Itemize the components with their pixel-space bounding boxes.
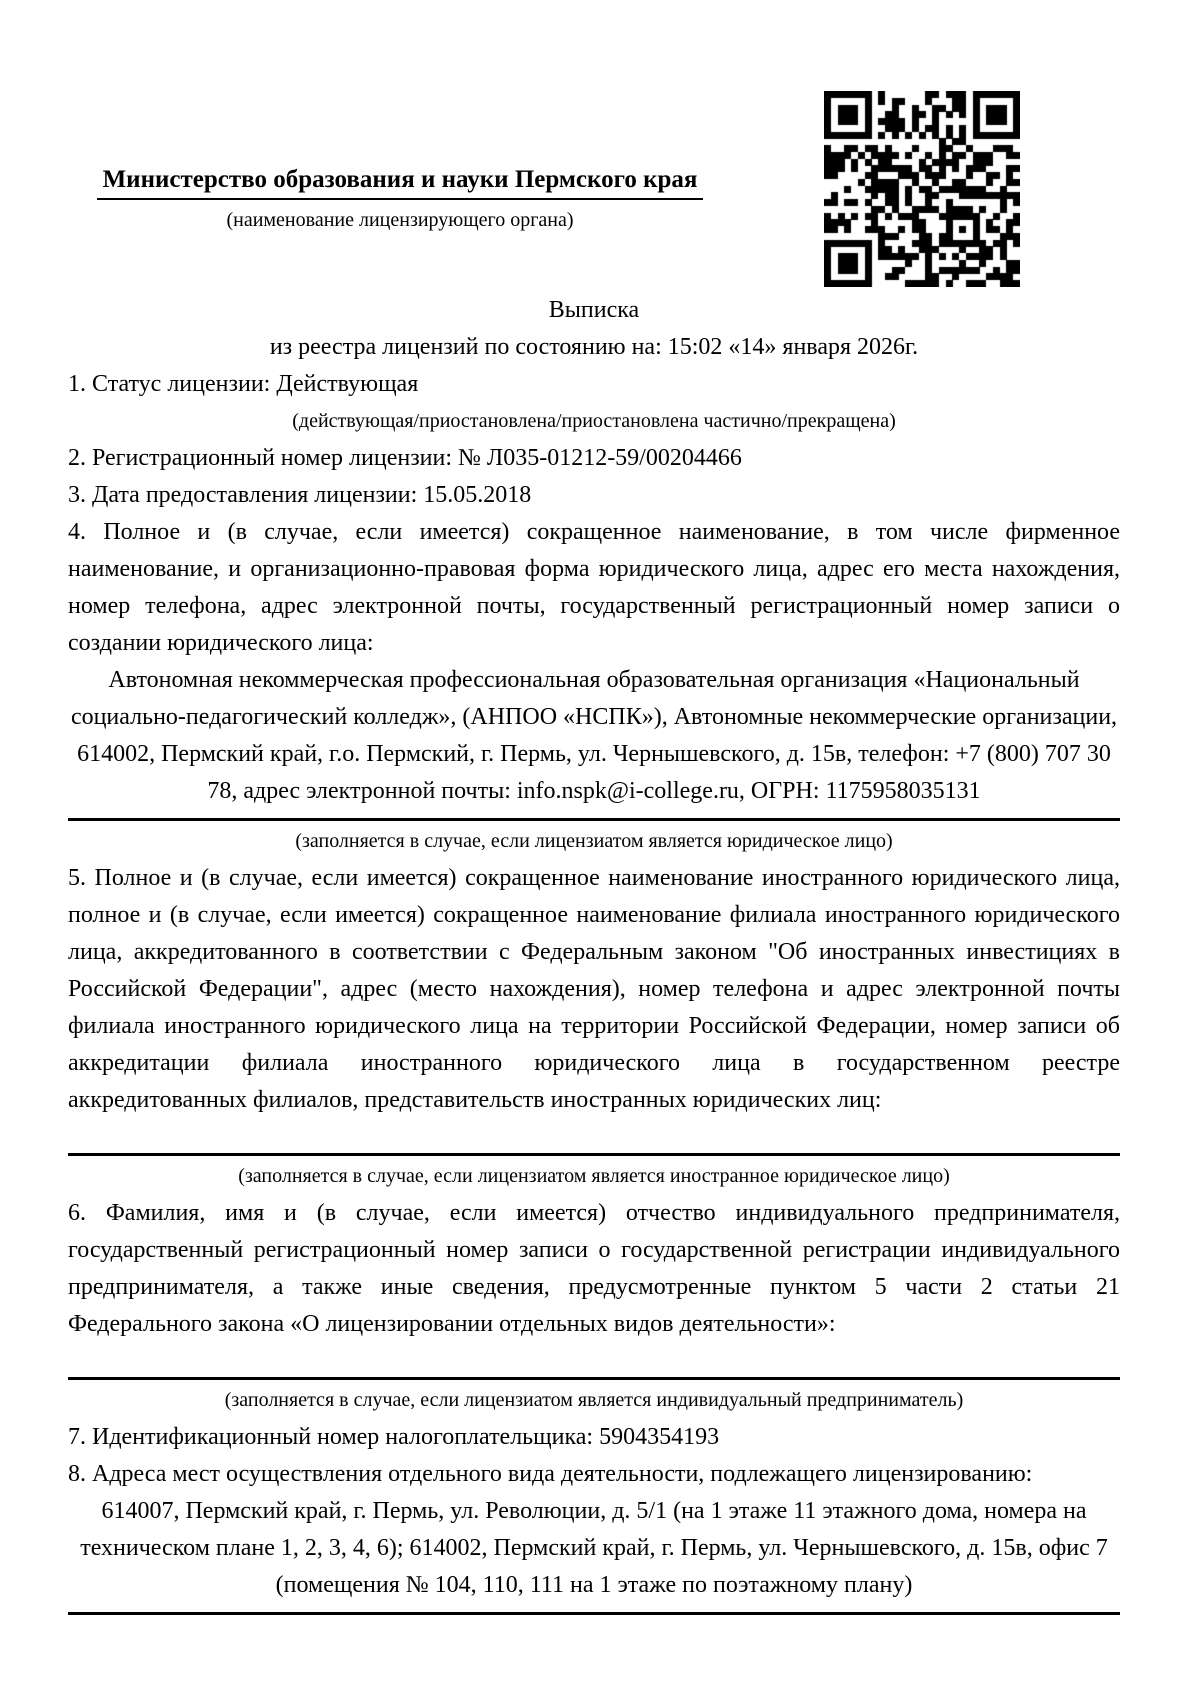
- licensing-authority-header: [70, 166, 730, 232]
- entrepreneur-heading: 6. Фамилия, имя и (в случае, если имеется) отчество индивидуального предпринимателя, государственный регистрационный номер записи о государственной регистрации индивидуального предпринимателя, а также иные сведения, предусмотренные пунктом 5 части 2 статьи 21 Федерального закона «О лицензировании отдельных видов деятельности»:: [68, 1200, 1120, 1337]
- divider-foreign-entity: [68, 1153, 1120, 1156]
- taxpayer-number-line: 7. Идентификационный номер налогоплательщика: 5904354193: [68, 1424, 720, 1450]
- license-status-caption: (действующая/приостановлена/приостановлена частично/прекращена): [292, 410, 896, 432]
- authority-name-caption: (наименование лицензирующего органа): [226, 209, 574, 231]
- authority-name: Министерство образования и науки Пермского края: [97, 166, 704, 200]
- divider-addresses: [68, 1612, 1120, 1615]
- legal-entity-heading: 4. Полное и (в случае, если имеется) сокращенное наименование, в том числе фирменное наименование, и организационно-правовая форма юридического лица, адрес его места нахождения, номер телефона, адрес электронной почты, государственный регистрационный номер записи о создании юридического лица:: [68, 519, 1120, 656]
- document-body: [68, 292, 1120, 1617]
- license-status-line: 1. Статус лицензии: Действующая: [68, 371, 419, 397]
- document-subtitle: из реестра лицензий по состоянию на: 15:02 «14» января 2026г.: [269, 334, 919, 360]
- divider-legal-entity: [68, 818, 1120, 821]
- registration-number-line: 2. Регистрационный номер лицензии: № Л035-01212-59/00204466: [68, 445, 742, 471]
- activity-addresses-details: 614007, Пермский край, г. Пермь, ул. Революции, д. 5/1 (на 1 этаже 11 этажного дома, номера на техническом плане 1, 2, 3, 4, 6); 614002, Пермский край, г. Пермь, ул. Чернышевского, д. 15в, офис 7 (помещения № 104, 110, 111 на 1 этаже по поэтажному плану): [80, 1498, 1108, 1598]
- document-title: Выписка: [548, 297, 640, 323]
- foreign-entity-caption: (заполняется в случае, если лицензиатом является иностранное юридическое лицо): [238, 1165, 950, 1187]
- foreign-entity-heading: 5. Полное и (в случае, если имеется) сокращенное наименование иностранного юридического лица, полное и (в случае, если имеется) сокращенное наименование филиала иностранного юридического лица, аккредитованного в соответствии с Федеральным законом "Об иностранных инвестициях в Российской Федерации", адрес (место нахождения), номер телефона и адрес электронной почты филиала иностранного юридического лица на территории Российской Федерации, номер записи об аккредитации филиала иностранного юридического лица в государственном реестре аккредитованных филиалов, представительств иностранных юридических лиц:: [68, 865, 1120, 1113]
- qr-code-icon: [824, 91, 1020, 287]
- legal-entity-details: Автономная некоммерческая профессиональная образовательная организация «Национальный социально-педагогический колледж», (АНПОО «НСПК»), Автономные некоммерческие организации, 614002, Пермский край, г.о. Пермский, г. Пермь, ул. Чернышевского, д. 15в, телефон: +7 (800) 707 30 78, адрес электронной почты: info.nspk@i-college.ru, ОГРН: 1175958035131: [70, 667, 1118, 804]
- activity-addresses-heading: 8. Адреса мест осуществления отдельного вида деятельности, подлежащего лицензированию:: [68, 1461, 1033, 1487]
- legal-entity-caption: (заполняется в случае, если лицензиатом является юридическое лицо): [295, 830, 893, 852]
- entrepreneur-caption: (заполняется в случае, если лицензиатом является индивидуальный предприниматель): [224, 1389, 964, 1411]
- divider-entrepreneur: [68, 1377, 1120, 1380]
- license-date-line: 3. Дата предоставления лицензии: 15.05.2018: [68, 482, 532, 508]
